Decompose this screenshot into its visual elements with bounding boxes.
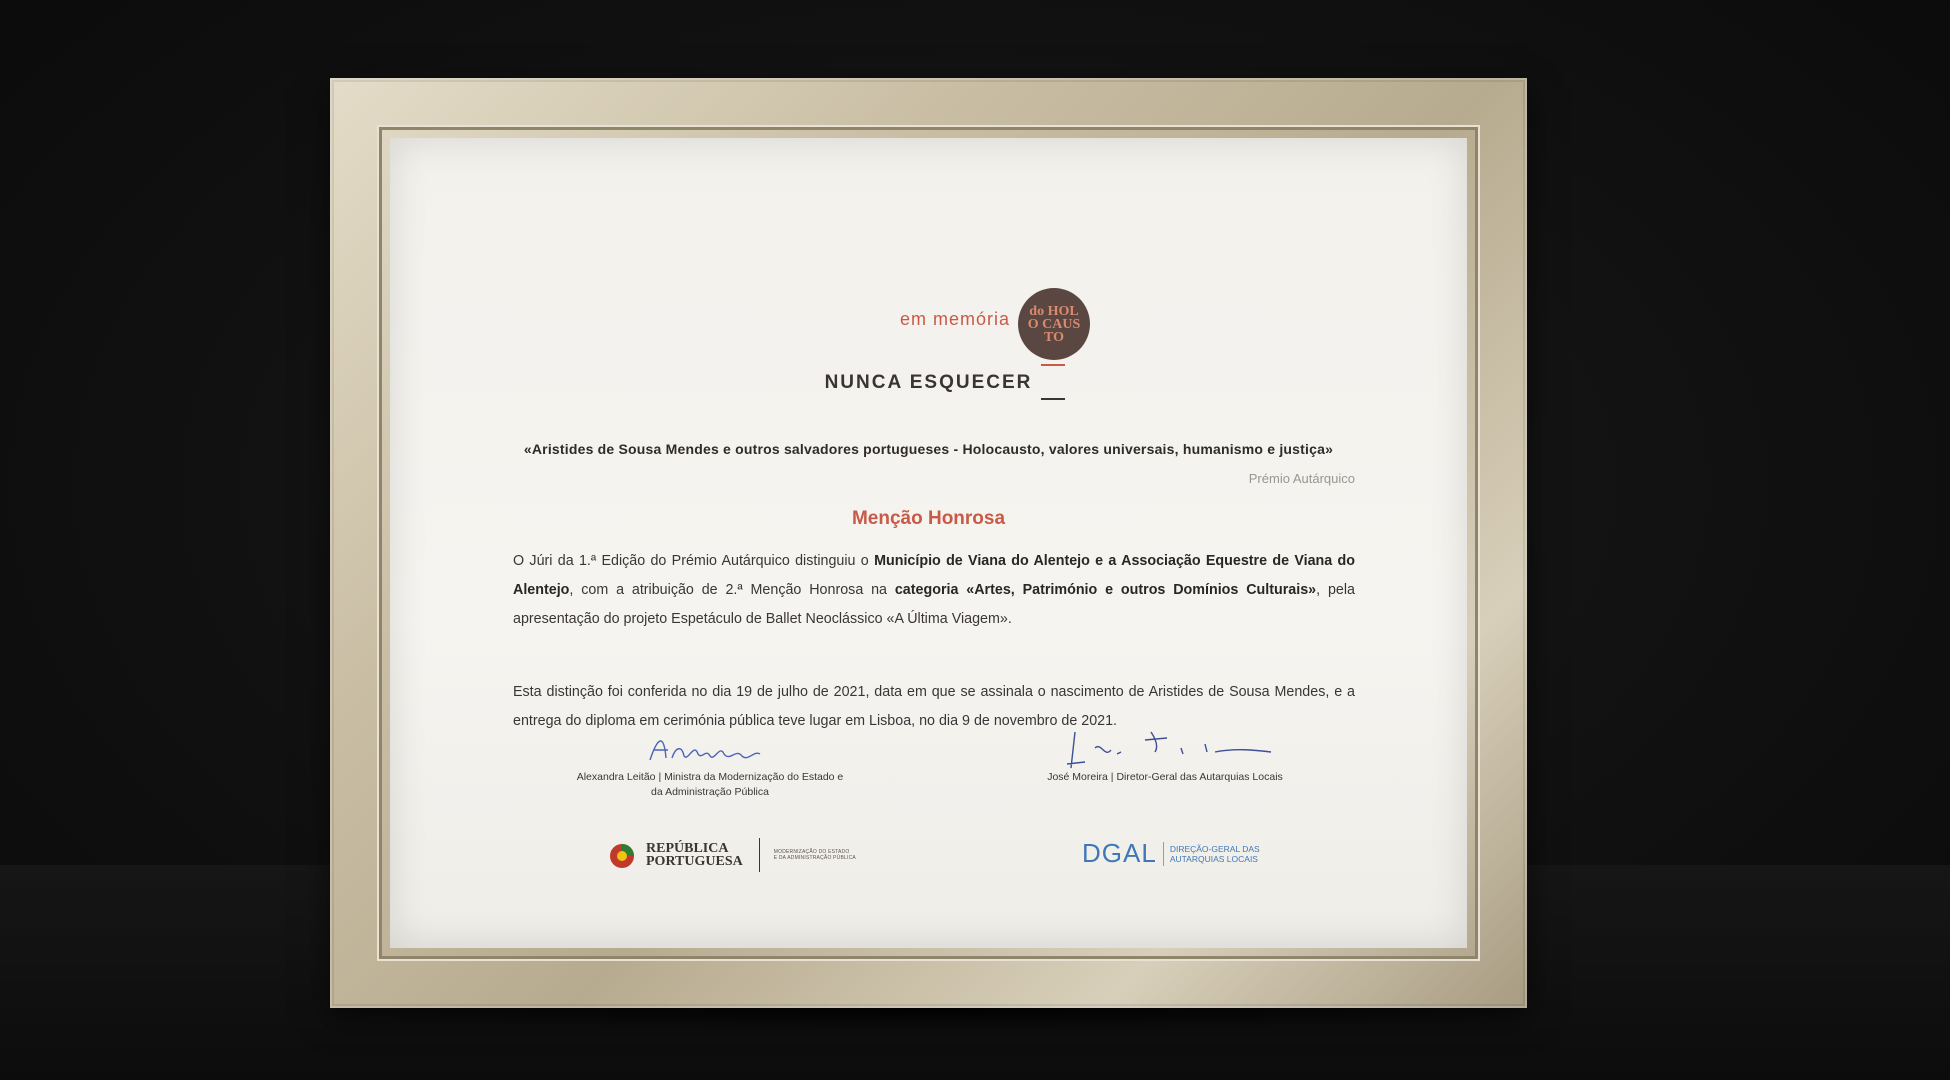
certificate-paragraph-1 <box>513 547 1355 634</box>
signature-left-caption-1: Alexandra Leitão | Ministra da Modernização do Estado e <box>576 771 844 783</box>
signature-right-caption: José Moreira | Diretor-Geral das Autarquias Locais <box>1047 771 1283 783</box>
republica-line-2: PORTUGUESA <box>646 854 743 869</box>
signature-left <box>550 728 870 770</box>
signature-right-scribble <box>1055 728 1275 772</box>
logo-dash-bottom <box>1041 398 1065 400</box>
republica-emblem-icon <box>608 839 638 871</box>
p1-bold-1: Município de Viana do Alentejo e a Associação Equestre de Viana do Alentejo <box>513 553 1355 598</box>
republica-portuguesa-logo <box>608 835 864 875</box>
certificate-paper <box>390 138 1467 948</box>
signature-left-caption-2: da Administração Pública <box>651 786 769 798</box>
logo-em-memoria: em memória <box>900 309 1011 329</box>
logo-circle-text: do HOLO CAUS TO <box>1027 303 1081 345</box>
certificate-heading: Menção Honrosa <box>851 508 1006 529</box>
p1-text-2: , com a atribuição de 2.ª Menção Honrosa na <box>569 582 895 598</box>
signature-block-left <box>550 728 870 800</box>
signature-block-right <box>1000 728 1330 785</box>
picture-frame <box>330 78 1527 1008</box>
ministry-line-1: MODERNIZAÇÃO DO ESTADO <box>773 849 850 855</box>
dgal-line-2: AUTARQUIAS LOCAIS <box>1169 853 1258 864</box>
dgal-line-1: DIREÇÃO-GERAL DAS <box>1169 843 1260 854</box>
dgal-separator <box>1163 842 1164 866</box>
certificate-paragraph-2: Esta distinção foi conferida no dia 19 de julho de 2021, data em que se assinala o nascimento de Aristides de Sousa Mendes, e a entrega do diploma em cerimónia pública teve lugar em Lisboa, no dia 9 de novembro de 2021. <box>513 684 1355 729</box>
logo-nunca-esquecer: NUNCA ESQUECER <box>824 372 1033 393</box>
dgal-logo <box>1082 838 1260 869</box>
premio-label: Prémio Autárquico <box>1248 471 1355 486</box>
logo-circle <box>1018 288 1090 360</box>
holocaust-memorial-logo <box>390 288 1467 398</box>
ministry-line-2: E DA ADMINISTRAÇÃO PÚBLICA <box>773 855 856 861</box>
republica-line-1: REPÚBLICA <box>646 841 729 856</box>
republica-separator <box>759 838 760 872</box>
p1-text-3: , pela apresentação do projeto Espetáculo de Ballet Neoclássico «A Última Viagem». <box>513 582 1355 627</box>
certificate-subtitle: «Aristides de Sousa Mendes e outros salvadores portugueses - Holocausto, valores universais, humanismo e justiça» <box>523 441 1334 457</box>
p1-bold-2: categoria «Artes, Património e outros Domínios Culturais» <box>894 582 1317 598</box>
signature-right <box>1000 728 1330 770</box>
dgal-subtext <box>1170 844 1260 864</box>
p1-text-1: O Júri da 1.ª Edição do Prémio Autárquico distinguiu o <box>513 553 875 569</box>
dgal-wordmark: DGAL <box>1082 838 1157 868</box>
republica-text <box>646 842 743 868</box>
ministry-text <box>774 849 864 861</box>
logo-dash-top <box>1041 364 1065 366</box>
signature-left-scribble <box>640 728 780 768</box>
